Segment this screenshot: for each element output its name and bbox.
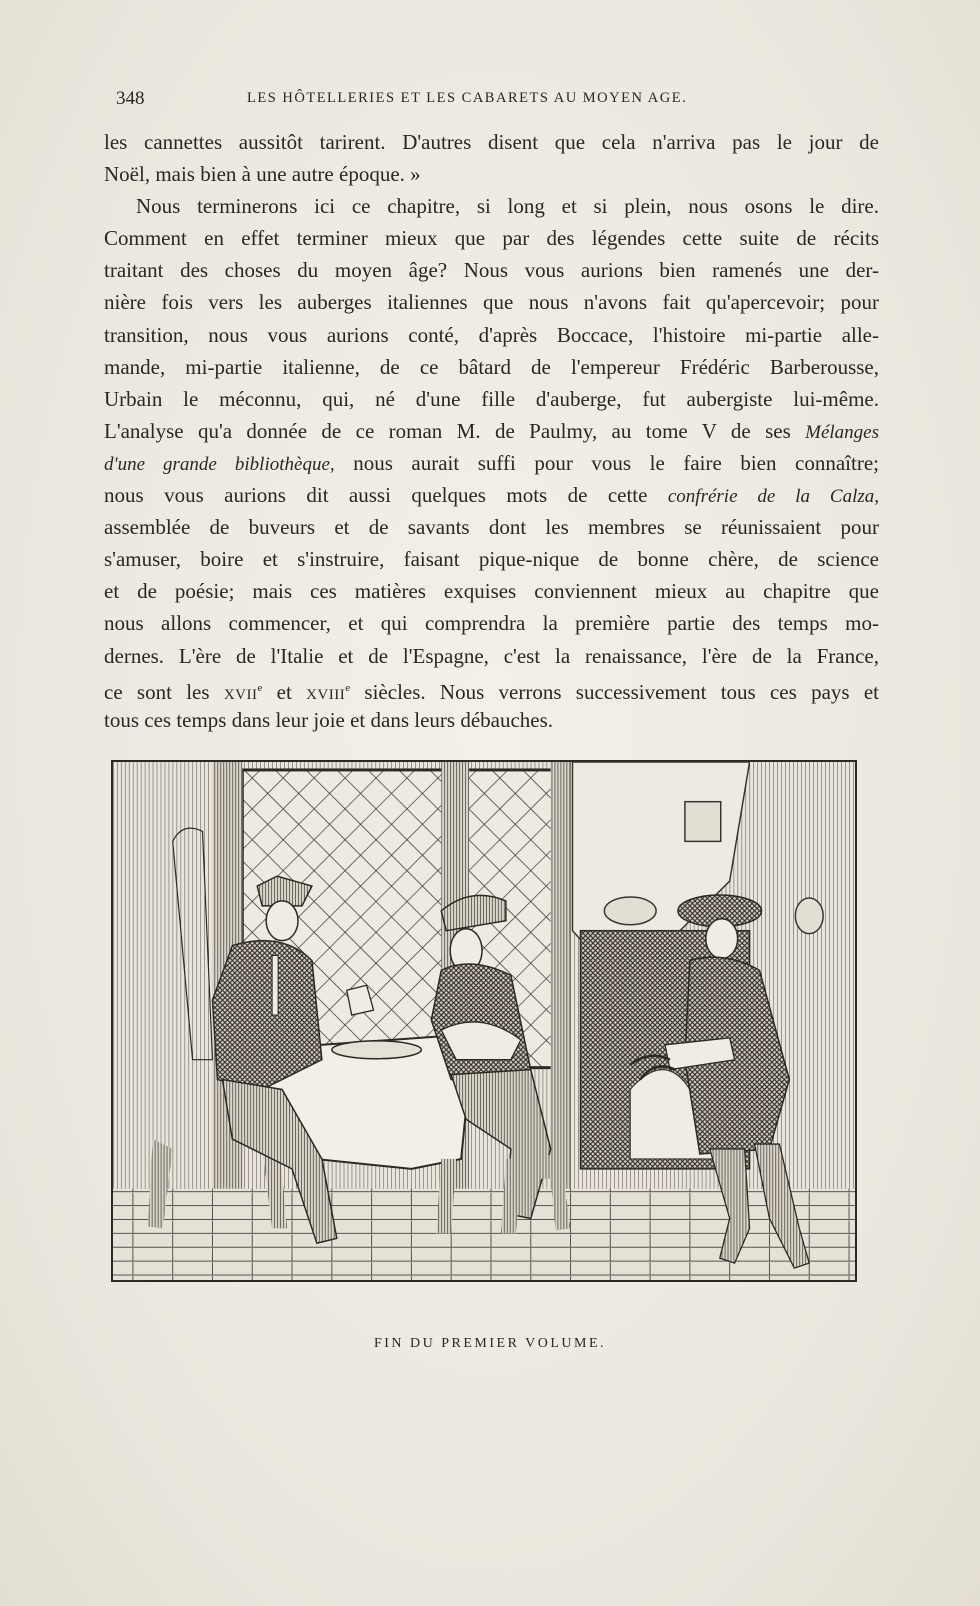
text-line: traitant des choses du moyen âge? Nous vous aurions bien ramenés une der-	[104, 258, 879, 283]
running-title: LES HÔTELLERIES ET LES CABARETS AU MOYEN AGE.	[247, 90, 688, 106]
colophon: FIN DU PREMIER VOLUME.	[373, 1336, 607, 1351]
running-head	[112, 86, 872, 112]
text-segment: ce sont les	[104, 679, 210, 704]
engraving-drawing	[113, 762, 855, 1280]
text-line: mande, mi-partie italienne, de ce bâtard de l'empereur Frédéric Barberousse,	[104, 354, 879, 379]
text-line: dernes. L'ère de l'Italie et de l'Espagne, c'est la renaissance, l'ère de la France,	[104, 643, 879, 668]
superscript-e: e	[257, 681, 263, 694]
text-line	[104, 479, 879, 511]
text-line: nière fois vers les auberges italiennes que nous n'avons fait qu'apercevoir; pour	[104, 290, 879, 315]
italic-title-bibliotheque: d'une grande bibliothèque,	[104, 453, 335, 475]
text-line: transition, nous vous aurions conté, d'après Boccace, l'histoire mi-partie alle-	[104, 322, 879, 347]
text-segment: et	[276, 679, 292, 704]
text-line	[104, 415, 879, 447]
text-line: s'amuser, boire et s'instruire, faisant pique-nique de bonne chère, de science	[104, 547, 879, 572]
text-segment: nous aurait suffi pour vous le faire bien connaître;	[353, 450, 879, 475]
text-line	[104, 672, 879, 704]
page-number: 348	[116, 88, 145, 109]
text-segment: nous vous aurions dit aussi quelques mots de cette	[104, 483, 648, 508]
italic-confrerie: confrérie de la Calza,	[667, 486, 880, 508]
text-line: les cannettes aussitôt tarirent. D'autres disent que cela n'arriva pas le jour de	[104, 130, 879, 154]
text-line	[104, 447, 879, 479]
text-line: nous allons commencer, et qui comprendra la première partie des temps mo-	[104, 611, 879, 636]
century-xvii: XVII	[223, 686, 258, 703]
tavern-engraving	[111, 760, 857, 1282]
century-xviii: XVIII	[306, 686, 346, 703]
text-segment: siècles. Nous verrons successivement tous ces pays et	[364, 679, 880, 704]
text-line: tous ces temps dans leur joie et dans leurs débauches.	[104, 707, 554, 732]
italic-title-melanges: Mélanges	[805, 421, 879, 443]
text-line: Nous terminerons ici ce chapitre, si long et si plein, nous osons le dire.	[136, 194, 879, 219]
text-segment: L'analyse qu'a donnée de ce roman M. de Paulmy, au tome V de ses	[104, 418, 791, 443]
superscript-e: e	[345, 681, 351, 694]
text-line: Noël, mais bien à une autre époque. »	[104, 162, 421, 187]
text-line: et de poésie; mais ces matières exquises conviennent mieux au chapitre que	[104, 579, 879, 604]
text-line: Comment en effet terminer mieux que par des légendes cette suite de récits	[104, 226, 879, 251]
text-line: Urbain le méconnu, qui, né d'une fille d'auberge, fut aubergiste lui-même.	[104, 386, 879, 411]
body-text	[104, 126, 879, 736]
text-line: assemblée de buveurs et de savants dont les membres se réunissaient pour	[104, 515, 879, 540]
